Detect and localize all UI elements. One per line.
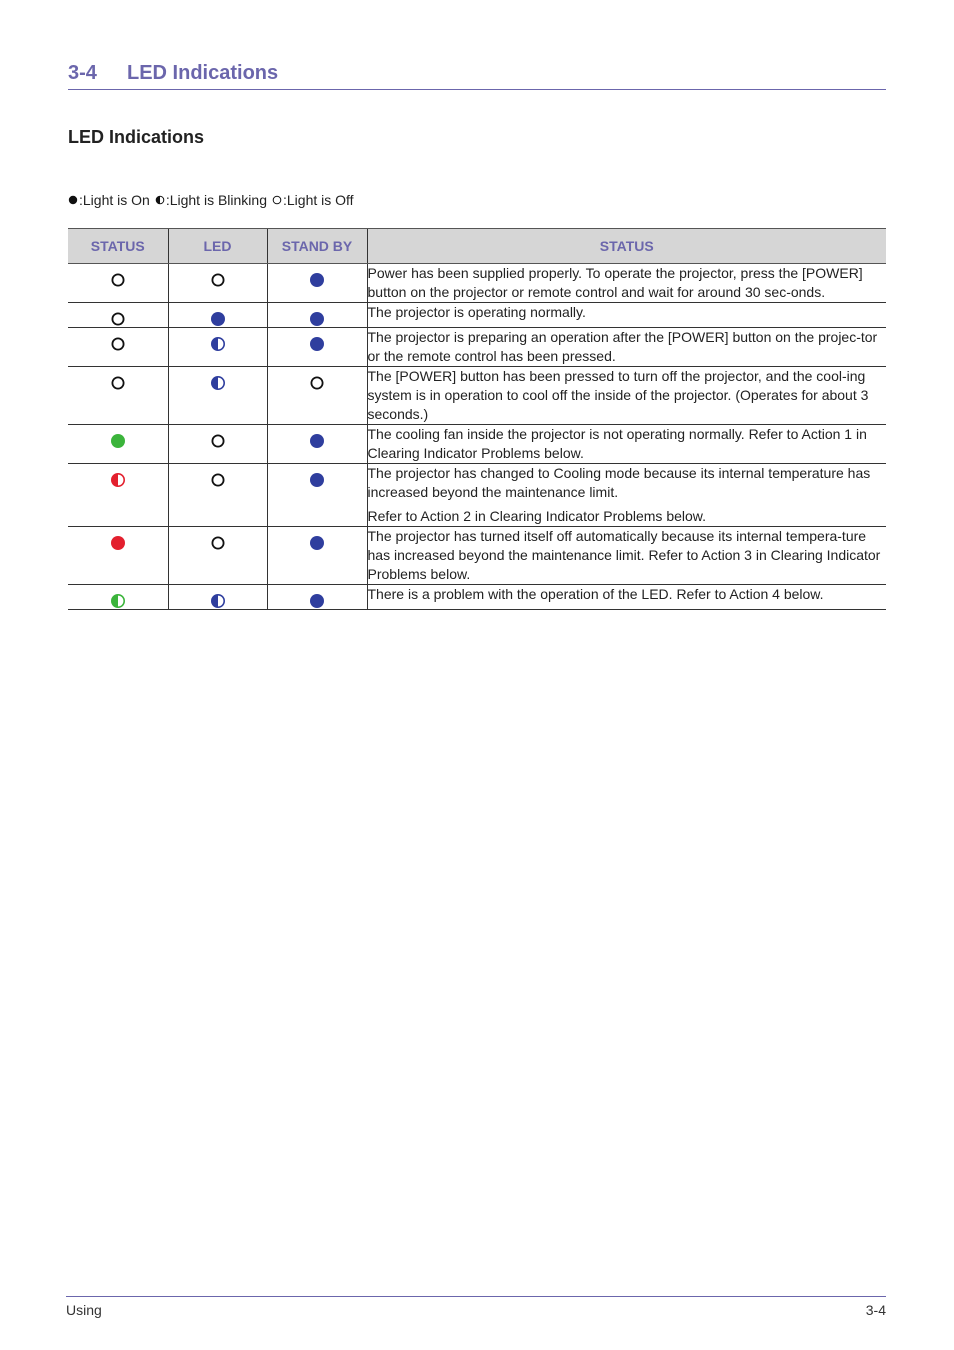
col-header-standby: STAND BY: [267, 229, 367, 264]
light-off-icon: [110, 375, 126, 391]
standby-indicator-cell: [267, 367, 367, 425]
led-indicator-cell: [168, 264, 267, 303]
light-off-icon: [110, 272, 126, 288]
description-cell: [367, 264, 886, 303]
led-indicator-cell: [168, 585, 267, 610]
description-text: The [POWER] button has been pressed to turn off the projector, and the cool-ing system is in operation to cool off the inside of the projector. (Operates for about 3 seconds.): [367, 368, 869, 422]
light-on-blue-icon: [309, 336, 325, 352]
description-cell: [367, 585, 886, 610]
light-blinking-blue-icon: [210, 593, 226, 609]
status-indicator-cell: [68, 585, 168, 610]
light-on-blue-icon: [309, 472, 325, 488]
standby-indicator-cell: [267, 264, 367, 303]
description-cell: [367, 328, 886, 367]
light-blinking-blue-icon: [210, 336, 226, 352]
light-blinking-blue-icon: [210, 375, 226, 391]
description-cell: [367, 303, 886, 328]
table-row: [68, 303, 886, 328]
light-on-red-icon: [110, 535, 126, 551]
legend-item-on: [68, 192, 150, 208]
status-indicator-cell: [68, 264, 168, 303]
light-on-blue-icon: [210, 311, 226, 327]
light-on-blue-icon: [309, 311, 325, 327]
section-header: [68, 60, 886, 90]
description-cell: [367, 425, 886, 464]
light-off-icon: [110, 336, 126, 352]
light-blinking-green-icon: [110, 593, 126, 609]
section-title: LED Indications: [127, 62, 279, 84]
description-text: The projector is operating normally.: [367, 304, 586, 320]
table-row: [68, 585, 886, 610]
footer-page-number: 3-4: [865, 1302, 886, 1318]
standby-indicator-cell: [267, 464, 367, 527]
legend-label: :Light is On: [79, 192, 150, 208]
light-on-blue-icon: [309, 593, 325, 609]
col-header-led: LED: [168, 229, 267, 264]
table-row: [68, 367, 886, 425]
description-text: The projector has changed to Cooling mode because its internal temperature has increased beyond the maintenance limit.: [367, 465, 871, 500]
status-indicator-cell: [68, 303, 168, 328]
standby-indicator-cell: [267, 328, 367, 367]
led-indicator-cell: [168, 328, 267, 367]
description-text: Refer to Action 2 in Clearing Indicator Problems below.: [367, 508, 707, 524]
section-number: 3-4: [68, 62, 97, 84]
table-row: [68, 264, 886, 303]
light-off-icon: [110, 311, 126, 327]
led-indicator-cell: [168, 527, 267, 585]
standby-indicator-cell: [267, 425, 367, 464]
legend: [68, 192, 359, 208]
status-indicator-cell: [68, 328, 168, 367]
led-indicator-cell: [168, 464, 267, 527]
col-header-status: STATUS: [68, 229, 168, 264]
light-off-icon: [309, 375, 325, 391]
description-cell: [367, 464, 886, 527]
page-footer: [66, 1296, 886, 1318]
description-text: Power has been supplied properly. To operate the projector, press the [POWER] button on the projector or remote control and wait for around 30 sec-onds.: [367, 265, 863, 300]
light-on-blue-icon: [309, 535, 325, 551]
status-indicator-cell: [68, 367, 168, 425]
light-on-green-icon: [110, 433, 126, 449]
light-off-icon: [210, 272, 226, 288]
light-off-icon: [272, 195, 282, 205]
led-indicator-cell: [168, 425, 267, 464]
led-indicator-cell: [168, 303, 267, 328]
description-cell: [367, 367, 886, 425]
led-indicator-cell: [168, 367, 267, 425]
description-text: The cooling fan inside the projector is not operating normally. Refer to Action 1 in Clearing Indicator Problems below.: [367, 426, 867, 461]
light-off-icon: [210, 472, 226, 488]
light-blinking-icon: [155, 195, 165, 205]
col-header-description: STATUS: [367, 229, 886, 264]
light-blinking-red-icon: [110, 472, 126, 488]
description-text: The projector is preparing an operation after the [POWER] button on the projec-tor or the remote control has been pressed.: [367, 329, 878, 364]
status-indicator-cell: [68, 464, 168, 527]
footer-section-label: Using: [66, 1302, 102, 1318]
description-cell: [367, 527, 886, 585]
light-on-blue-icon: [309, 433, 325, 449]
status-indicator-cell: [68, 425, 168, 464]
table-header-row: [68, 229, 886, 264]
legend-label: :Light is Blinking: [165, 192, 267, 208]
light-on-blue-icon: [309, 272, 325, 288]
light-off-icon: [210, 535, 226, 551]
led-indications-table: [68, 228, 886, 610]
status-indicator-cell: [68, 527, 168, 585]
legend-label: :Light is Off: [283, 192, 354, 208]
description-text: There is a problem with the operation of the LED. Refer to Action 4 below.: [367, 586, 824, 602]
standby-indicator-cell: [267, 585, 367, 610]
standby-indicator-cell: [267, 527, 367, 585]
table-row: [68, 527, 886, 585]
legend-item-blinking: [155, 192, 267, 208]
table-row: [68, 425, 886, 464]
light-off-icon: [210, 433, 226, 449]
legend-item-off: [272, 192, 354, 208]
table-row: [68, 328, 886, 367]
page-subtitle: LED Indications: [68, 127, 205, 147]
light-on-icon: [68, 195, 78, 205]
description-text: The projector has turned itself off automatically because its internal tempera-ture has increased beyond the maintenance limit. Refer to Action 3 in Clearing Indicator Problems below.: [367, 528, 881, 582]
table-row: [68, 464, 886, 527]
standby-indicator-cell: [267, 303, 367, 328]
